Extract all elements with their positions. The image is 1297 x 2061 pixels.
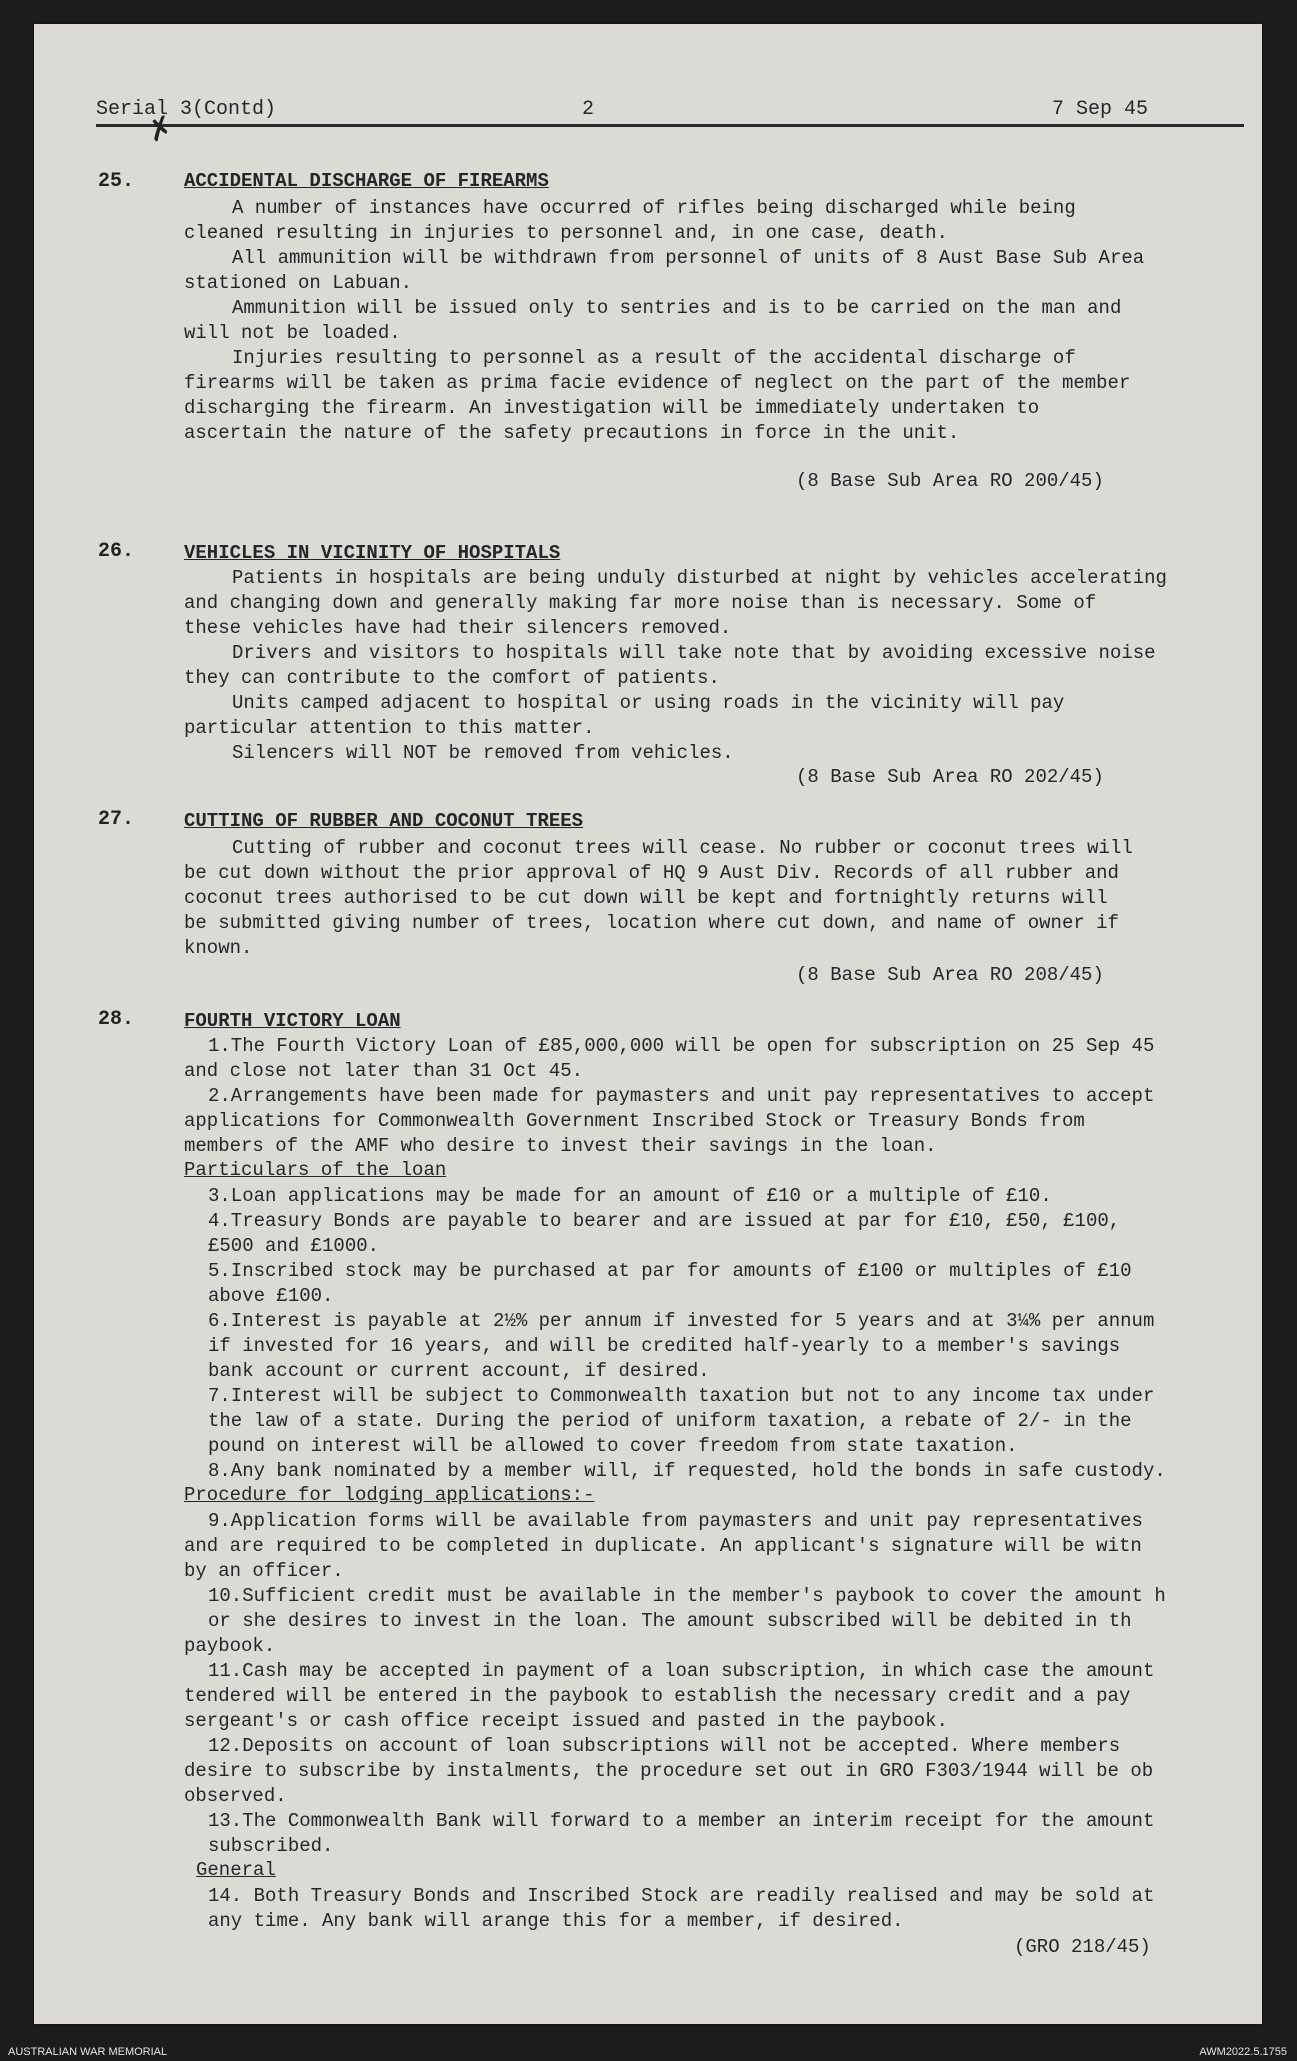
text-line: 8.Any bank nominated by a member will, if requested, hold the bonds in safe custody. <box>208 1460 1166 1482</box>
text-line: 4.Treasury Bonds are payable to bearer and are issued at par for £10, £50, £100, <box>208 1210 1121 1232</box>
text-line: desire to subscribe by instalments, the procedure set out in GRO F303/1944 will be ob <box>184 1760 1154 1782</box>
section-number: 25. <box>98 170 135 193</box>
section-number: 28. <box>98 1008 135 1031</box>
text-line: be cut down without the prior approval of HQ 9 Aust Div. Records of all rubber and <box>184 862 1119 884</box>
text-line: cleaned resulting in injuries to personnel and, in one case, death. <box>184 222 948 244</box>
reference: (GRO 218/45) <box>1014 1936 1151 1958</box>
text-line: bank account or current account, if desired. <box>208 1360 710 1382</box>
text-line: 1.The Fourth Victory Loan of £85,000,000 will be open for subscription on 25 Sep 45 <box>208 1035 1155 1057</box>
text-line: known. <box>184 937 253 959</box>
subheading: Procedure for lodging applications:- <box>184 1484 595 1506</box>
reference: (8 Base Sub Area RO 208/45) <box>796 964 1104 986</box>
text-line: any time. Any bank will arange this for a member, if desired. <box>208 1910 904 1932</box>
text-line: Ammunition will be issued only to sentries and is to be carried on the man and <box>232 297 1122 319</box>
text-line: and changing down and generally making far more noise than is necessary. Some of <box>184 592 1097 614</box>
reference: (8 Base Sub Area RO 200/45) <box>796 470 1104 492</box>
subheading: General <box>196 1859 276 1881</box>
text-line: above £100. <box>208 1285 334 1307</box>
text-line: 2.Arrangements have been made for paymasters and unit pay representatives to accept <box>208 1085 1155 1107</box>
text-line: pound on interest will be allowed to cover freedom from state taxation. <box>208 1435 1018 1457</box>
text-line: ascertain the nature of the safety precautions in force in the unit. <box>184 422 960 444</box>
page-number: 2 <box>582 98 595 121</box>
handwritten-mark: ✗ <box>142 108 179 151</box>
text-line: applications for Commonwealth Government Inscribed Stock or Treasury Bonds from <box>184 1110 1085 1132</box>
text-line: tendered will be entered in the paybook to establish the necessary credit and a pay <box>184 1685 1131 1707</box>
section-number: 26. <box>98 540 135 563</box>
text-line: sergeant's or cash office receipt issued and pasted in the paybook. <box>184 1710 948 1732</box>
text-line: the law of a state. During the period of uniform taxation, a rebate of 2/- in the <box>208 1410 1132 1432</box>
section-number: 27. <box>98 808 135 831</box>
text-line: Drivers and visitors to hospitals will take note that by avoiding excessive noise <box>232 642 1156 664</box>
text-line: 6.Interest is payable at 2½% per annum if invested for 5 years and at 3¼% per annum <box>208 1310 1155 1332</box>
section-title: ACCIDENTAL DISCHARGE OF FIREARMS <box>184 170 549 192</box>
text-line: firearms will be taken as prima facie evidence of neglect on the part of the member <box>184 372 1131 394</box>
text-line: by an officer. <box>184 1560 344 1582</box>
text-line: 3.Loan applications may be made for an amount of £10 or a multiple of £10. <box>208 1185 1052 1207</box>
text-line: these vehicles have had their silencers removed. <box>184 617 732 639</box>
text-line: if invested for 16 years, and will be credited half-yearly to a member's savings <box>208 1335 1121 1357</box>
text-line: stationed on Labuan. <box>184 272 413 294</box>
text-line: A number of instances have occurred of rifles being discharged while being <box>232 197 1076 219</box>
text-line: 5.Inscribed stock may be purchased at par for amounts of £100 or multiples of £10 <box>208 1260 1132 1282</box>
section-title: CUTTING OF RUBBER AND COCONUT TREES <box>184 810 584 832</box>
text-line: Cutting of rubber and coconut trees will cease. No rubber or coconut trees will <box>232 837 1133 859</box>
archive-id: AWM2022.5.1755 <box>1199 2046 1287 2058</box>
text-line: 10.Sufficient credit must be available in the member's paybook to cover the amount h <box>208 1585 1166 1607</box>
text-line: members of the AMF who desire to invest their savings in the loan. <box>184 1135 937 1157</box>
text-line: Injuries resulting to personnel as a result of the accidental discharge of <box>232 347 1076 369</box>
text-line: and close not later than 31 Oct 45. <box>184 1060 584 1082</box>
text-line: 7.Interest will be subject to Commonwealth taxation but not to any income tax under <box>208 1385 1155 1407</box>
text-line: Units camped adjacent to hospital or using roads in the vicinity will pay <box>232 692 1065 714</box>
section-title: VEHICLES IN VICINITY OF HOSPITALS <box>184 542 561 564</box>
text-line: observed. <box>184 1785 287 1807</box>
text-line: will not be loaded. <box>184 322 401 344</box>
subheading: Particulars of the loan <box>184 1159 447 1181</box>
text-line: particular attention to this matter. <box>184 717 595 739</box>
text-line: and are required to be completed in duplicate. An applicant's signature will be witn <box>184 1535 1142 1557</box>
text-line: Patients in hospitals are being unduly disturbed at night by vehicles accelerating <box>232 567 1167 589</box>
text-line: 13.The Commonwealth Bank will forward to a member an interim receipt for the amount <box>208 1810 1155 1832</box>
text-line: paybook. <box>184 1635 276 1657</box>
text-line: subscribed. <box>208 1835 334 1857</box>
page-header <box>96 98 1244 127</box>
text-line: discharging the firearm. An investigation will be immediately undertaken to <box>184 397 1040 419</box>
text-line: be submitted giving number of trees, location where cut down, and name of owner if <box>184 912 1119 934</box>
text-line: 9.Application forms will be available from paymasters and unit pay representatives <box>208 1510 1143 1532</box>
text-line: 11.Cash may be accepted in payment of a loan subscription, in which case the amount <box>208 1660 1155 1682</box>
archive-credit: AUSTRALIAN WAR MEMORIAL <box>8 2046 168 2058</box>
serial-label: Serial 3(Contd) <box>96 98 277 121</box>
text-line: £500 and £1000. <box>208 1235 380 1257</box>
document-date: 7 Sep 45 <box>1052 98 1149 121</box>
text-line: or she desires to invest in the loan. The amount subscribed will be debited in th <box>208 1610 1132 1632</box>
text-line: coconut trees authorised to be cut down will be kept and fortnightly returns will <box>184 887 1108 909</box>
text-line: Silencers will NOT be removed from vehicles. <box>232 742 734 764</box>
text-line: 14. Both Treasury Bonds and Inscribed Stock are readily realised and may be sold at <box>208 1885 1155 1907</box>
reference: (8 Base Sub Area RO 202/45) <box>796 766 1104 788</box>
text-line: All ammunition will be withdrawn from personnel of units of 8 Aust Base Sub Area <box>232 247 1145 269</box>
text-line: they can contribute to the comfort of patients. <box>184 667 720 689</box>
section-title: FOURTH VICTORY LOAN <box>184 1010 401 1032</box>
text-line: 12.Deposits on account of loan subscriptions will not be accepted. Where members <box>208 1735 1121 1757</box>
